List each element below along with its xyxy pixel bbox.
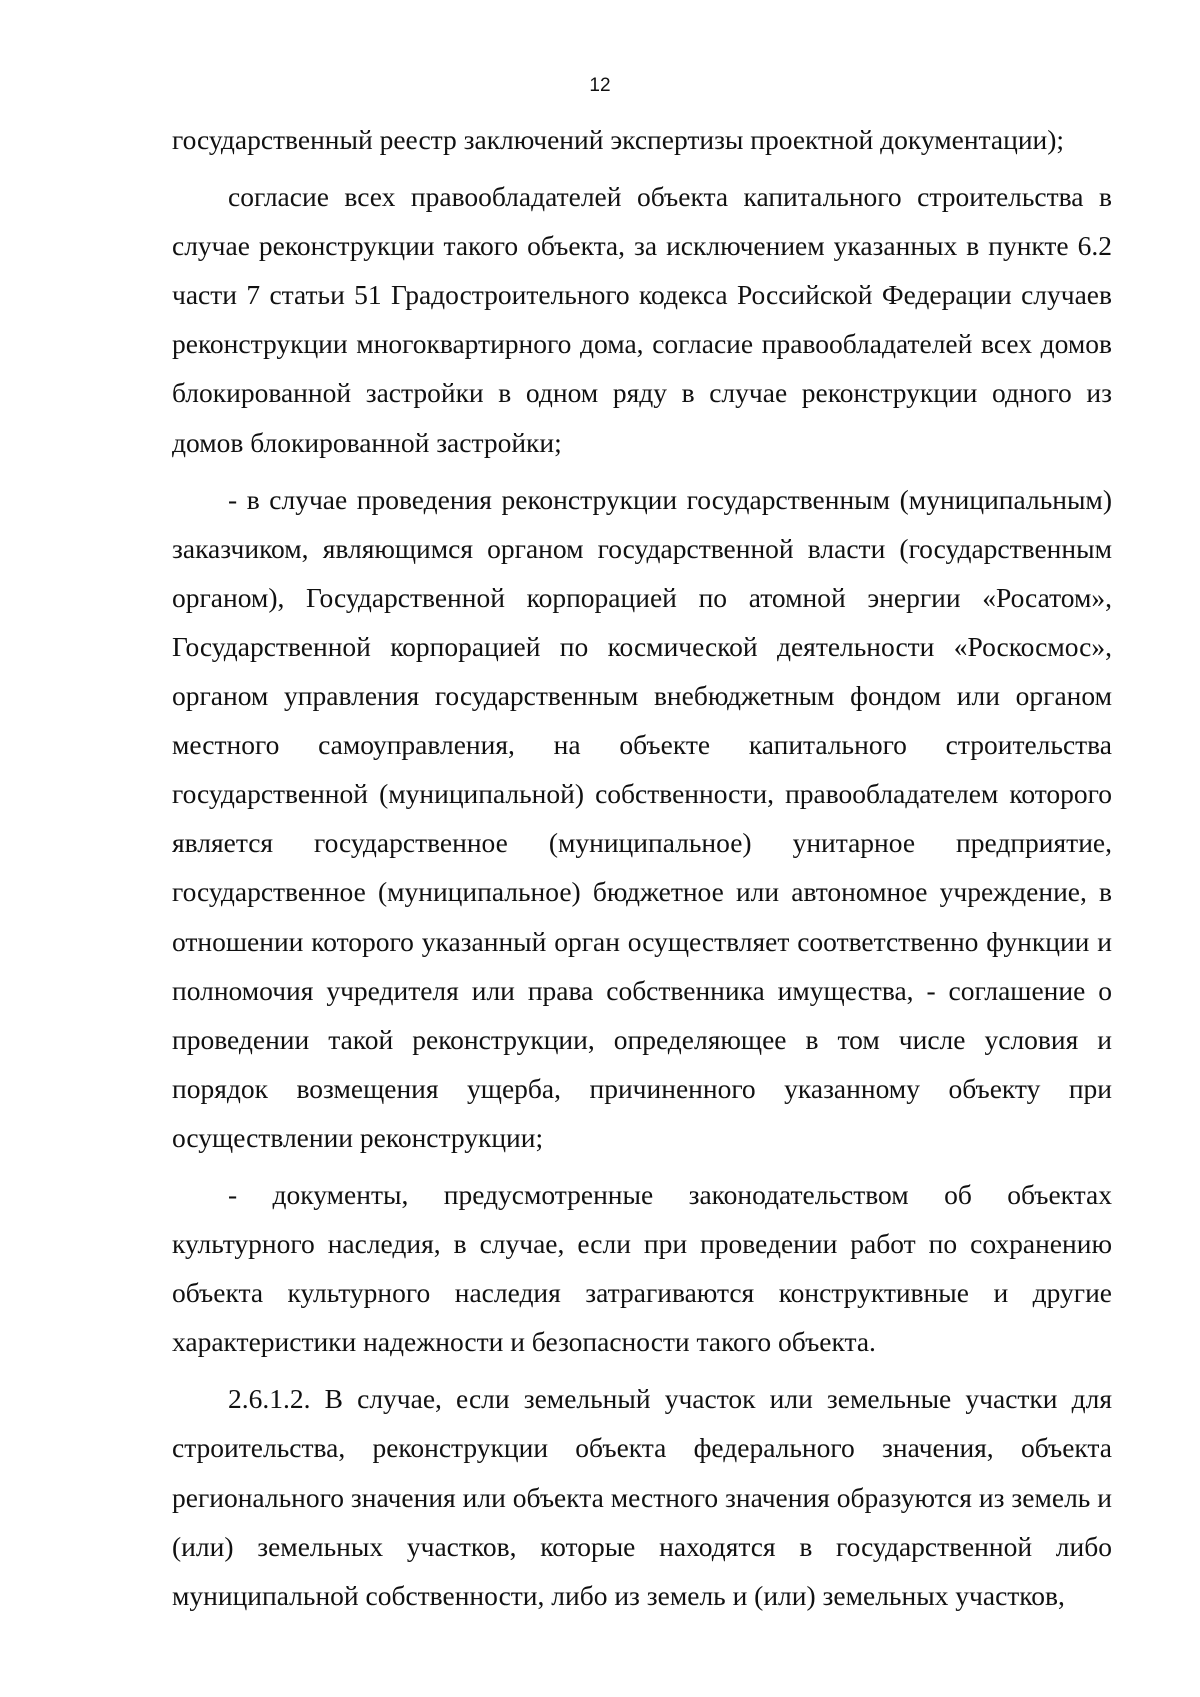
page-number: 12 (589, 75, 611, 96)
paragraph-reconstruction-agreement: - в случае проведения реконструкции государственным (муниципальным) заказчиком, являющимся органом государственной власти (государственным органом), Государственной корпорацией по атомной энергии «Росатом», Государственной корпорацией по космической деятельности «Роскосмос», органом управления государственным внебюджетным фондом или органом местного самоуправления, на объекте капитального строительства государственной (муниципальной) собственности, правообладателем которого является государственное (муниципальное) унитарное предприятие, государственное (муниципальное) бюджетное или автономное учреждение, в отношении которого указанный орган осуществляет соответственно функции и полномочия учредителя или права собственника имущества, - соглашение о проведении такой реконструкции, определяющее в том числе условия и порядок возмещения ущерба, причиненного указанному объекту при осуществлении реконструкции; (172, 483, 1112, 1153)
document-body (172, 115, 1112, 1620)
paragraph-cultural-heritage: - документы, предусмотренные законодательством об объектах культурного наследия, в случае, если при проведении работ по сохранению объекта культурного наследия затрагиваются конструктивные и другие характеристики надежности и безопасности такого объекта. (172, 1178, 1112, 1358)
paragraph-section-2-6-1-2: 2.6.1.2. В случае, если земельный участок или земельные участки для строительства, реконструкции объекта федерального значения, объекта регионального значения или объекта местного значения образуются из земель и (или) земельных участков, которые находятся в государственной либо муниципальной собственности, либо из земель и (или) земельных участков, (172, 1383, 1112, 1611)
paragraph-rightholders-consent: согласие всех правообладателей объекта капитального строительства в случае реконструкции такого объекта, за исключением указанных в пункте 6.2 части 7 статьи 51 Градостроительного кодекса Российской Федерации случаев реконструкции многоквартирного дома, согласие правообладателей всех домов блокированной застройки в одном ряду в случае реконструкции одного из домов блокированной застройки; (172, 181, 1112, 458)
paragraph-registry-continuation: государственный реестр заключений экспертизы проектной документации); (172, 124, 1065, 155)
